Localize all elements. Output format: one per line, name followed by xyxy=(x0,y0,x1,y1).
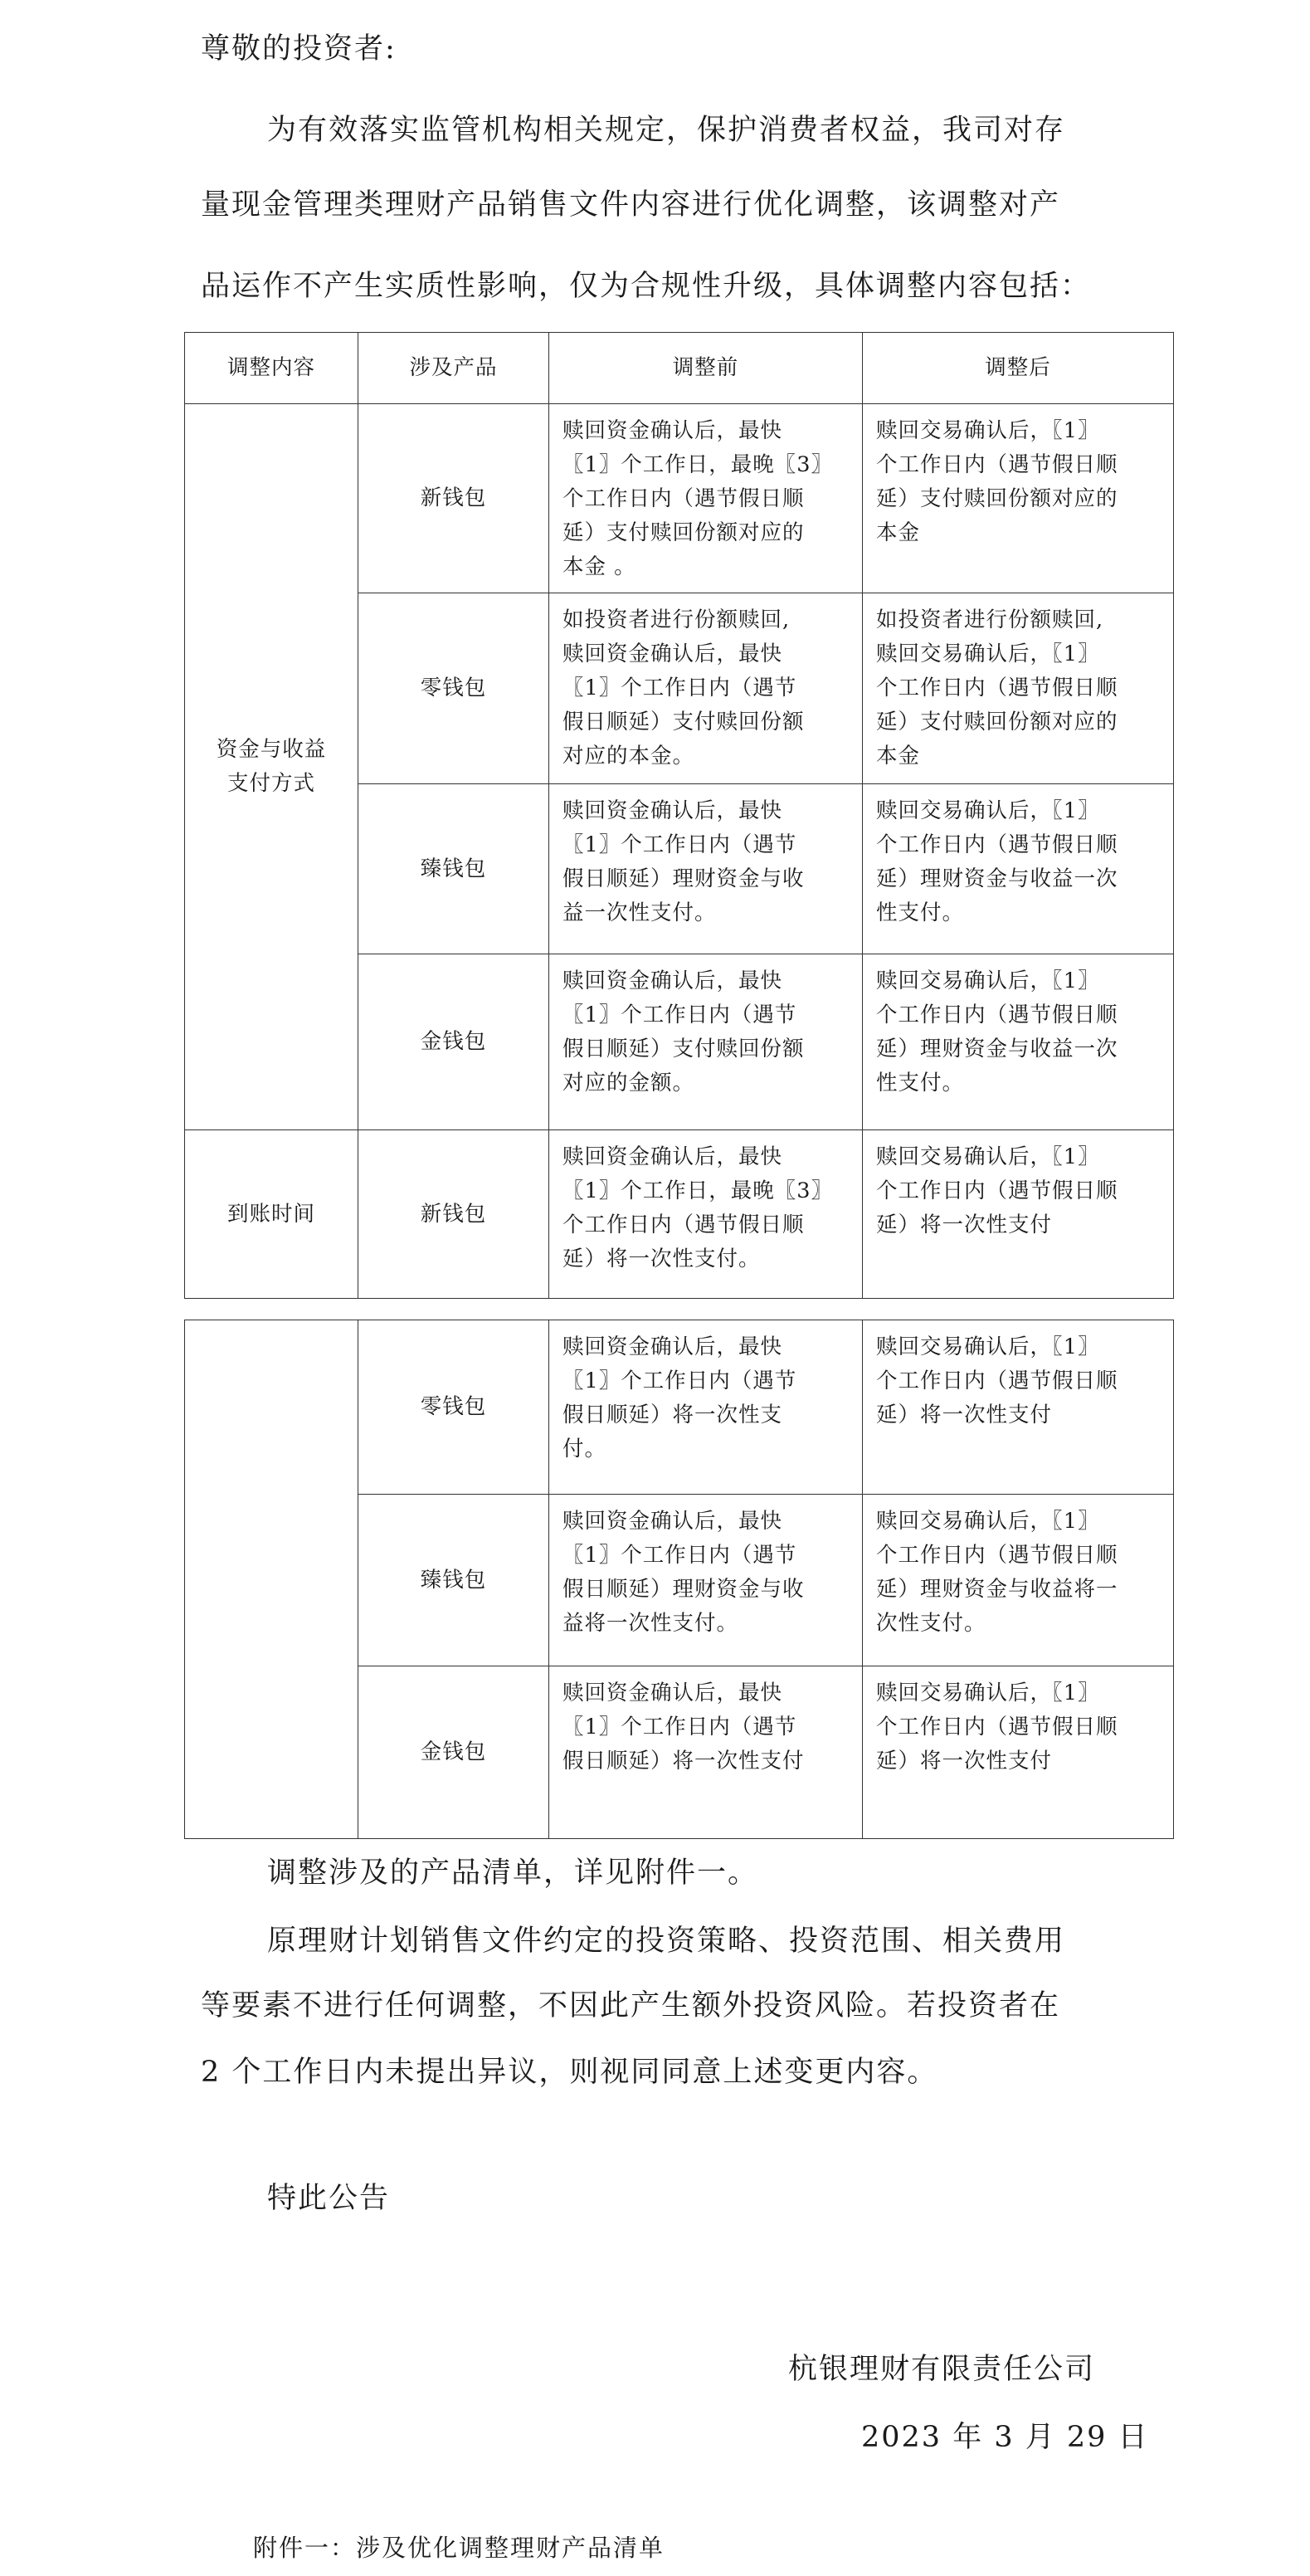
header-before: 调整前 xyxy=(549,333,863,404)
adjustment-table-continued xyxy=(184,1320,1174,1839)
company-name: 杭银理财有限责任公司 xyxy=(788,2353,1096,2386)
intro-line-1: 为有效落实监管机构相关规定，保护消费者权益，我司对存 xyxy=(267,114,1066,147)
table-row-before: 赎回资金确认后，最快 〖1〗个工作日，最晚〖3〗 个工作日内（遇节假日顺 延）支付赎回份额对应的 本金 。 xyxy=(549,404,863,593)
attachment-note: 附件一：涉及优化调整理财产品清单 xyxy=(253,2534,665,2562)
table-row-after: 赎回交易确认后，〖1〗 个工作日内（遇节假日顺 延）将一次性支付 xyxy=(863,1130,1174,1299)
intro-line-3: 品运作不产生实质性影响，仅为合规性升级，具体调整内容包括： xyxy=(201,270,1092,303)
header-after: 调整后 xyxy=(863,333,1174,404)
table-row-product: 金钱包 xyxy=(358,954,549,1130)
para2-line-2: 等要素不进行任何调整，不因此产生额外投资风险。若投资者在 xyxy=(201,1989,1061,2022)
table-row-before: 赎回资金确认后，最快 〖1〗个工作日内（遇节 假日顺延）支付赎回份额 对应的金额。 xyxy=(549,954,863,1130)
date: 2023 年 3 月 29 日 xyxy=(861,2421,1149,2454)
table-row-product: 臻钱包 xyxy=(358,784,549,954)
category-payment: 资金与收益 支付方式 xyxy=(185,404,358,1130)
table-row-before: 赎回资金确认后，最快 〖1〗个工作日内（遇节 假日顺延）将一次性支付 xyxy=(549,1666,863,1839)
table-row-after: 赎回交易确认后，〖1〗 个工作日内（遇节假日顺 延）理财资金与收益将一 次性支付。 xyxy=(863,1495,1174,1666)
para2-line-1: 原理财计划销售文件约定的投资策略、投资范围、相关费用 xyxy=(267,1925,1066,1958)
table-row-before: 赎回资金确认后，最快 〖1〗个工作日，最晚〖3〗 个工作日内（遇节假日顺 延）将一次性支付。 xyxy=(549,1130,863,1299)
notice-text: 特此公告 xyxy=(267,2182,391,2215)
table-row-before: 赎回资金确认后，最快 〖1〗个工作日内（遇节 假日顺延）理财资金与收 益一次性支付。 xyxy=(549,784,863,954)
table-row-before: 赎回资金确认后，最快 〖1〗个工作日内（遇节 假日顺延）将一次性支 付。 xyxy=(549,1320,863,1495)
header-adjust-content: 调整内容 xyxy=(185,333,358,404)
adjustment-table xyxy=(184,332,1174,1299)
table-row-after: 赎回交易确认后，〖1〗 个工作日内（遇节假日顺 延）将一次性支付 xyxy=(863,1320,1174,1495)
table-row-after: 赎回交易确认后，〖1〗 个工作日内（遇节假日顺 延）理财资金与收益一次 性支付。 xyxy=(863,784,1174,954)
table-row-after: 赎回交易确认后，〖1〗 个工作日内（遇节假日顺 延）理财资金与收益一次 性支付。 xyxy=(863,954,1174,1130)
category-continued-cell xyxy=(185,1320,358,1839)
greeting: 尊敬的投资者: xyxy=(201,32,397,66)
table-row-product: 零钱包 xyxy=(358,1320,549,1495)
table-row-after: 赎回交易确认后，〖1〗 个工作日内（遇节假日顺 延）将一次性支付 xyxy=(863,1666,1174,1839)
table-row-product: 新钱包 xyxy=(358,1130,549,1299)
after-table-text: 调整涉及的产品清单，详见附件一。 xyxy=(267,1856,759,1890)
table-row-before: 如投资者进行份额赎回, 赎回资金确认后，最快 〖1〗个工作日内（遇节 假日顺延）支付赎回份额 对应的本金。 xyxy=(549,593,863,784)
table-row-before: 赎回资金确认后，最快 〖1〗个工作日内（遇节 假日顺延）理财资金与收 益将一次性支付。 xyxy=(549,1495,863,1666)
intro-line-2: 量现金管理类理财产品销售文件内容进行优化调整，该调整对产 xyxy=(201,188,1061,222)
para2-line-3: 2 个工作日内未提出异议，则视同同意上述变更内容。 xyxy=(201,2056,938,2089)
table-row-after: 赎回交易确认后，〖1〗 个工作日内（遇节假日顺 延）支付赎回份额对应的 本金 xyxy=(863,404,1174,593)
category-arrival: 到账时间 xyxy=(185,1130,358,1299)
table-row-after: 如投资者进行份额赎回, 赎回交易确认后，〖1〗 个工作日内（遇节假日顺 延）支付赎回份额对应的 本金 xyxy=(863,593,1174,784)
table-row-product: 新钱包 xyxy=(358,404,549,593)
table-row-product: 金钱包 xyxy=(358,1666,549,1839)
table-row-product: 臻钱包 xyxy=(358,1495,549,1666)
table-row-product: 零钱包 xyxy=(358,593,549,784)
header-product: 涉及产品 xyxy=(358,333,549,404)
